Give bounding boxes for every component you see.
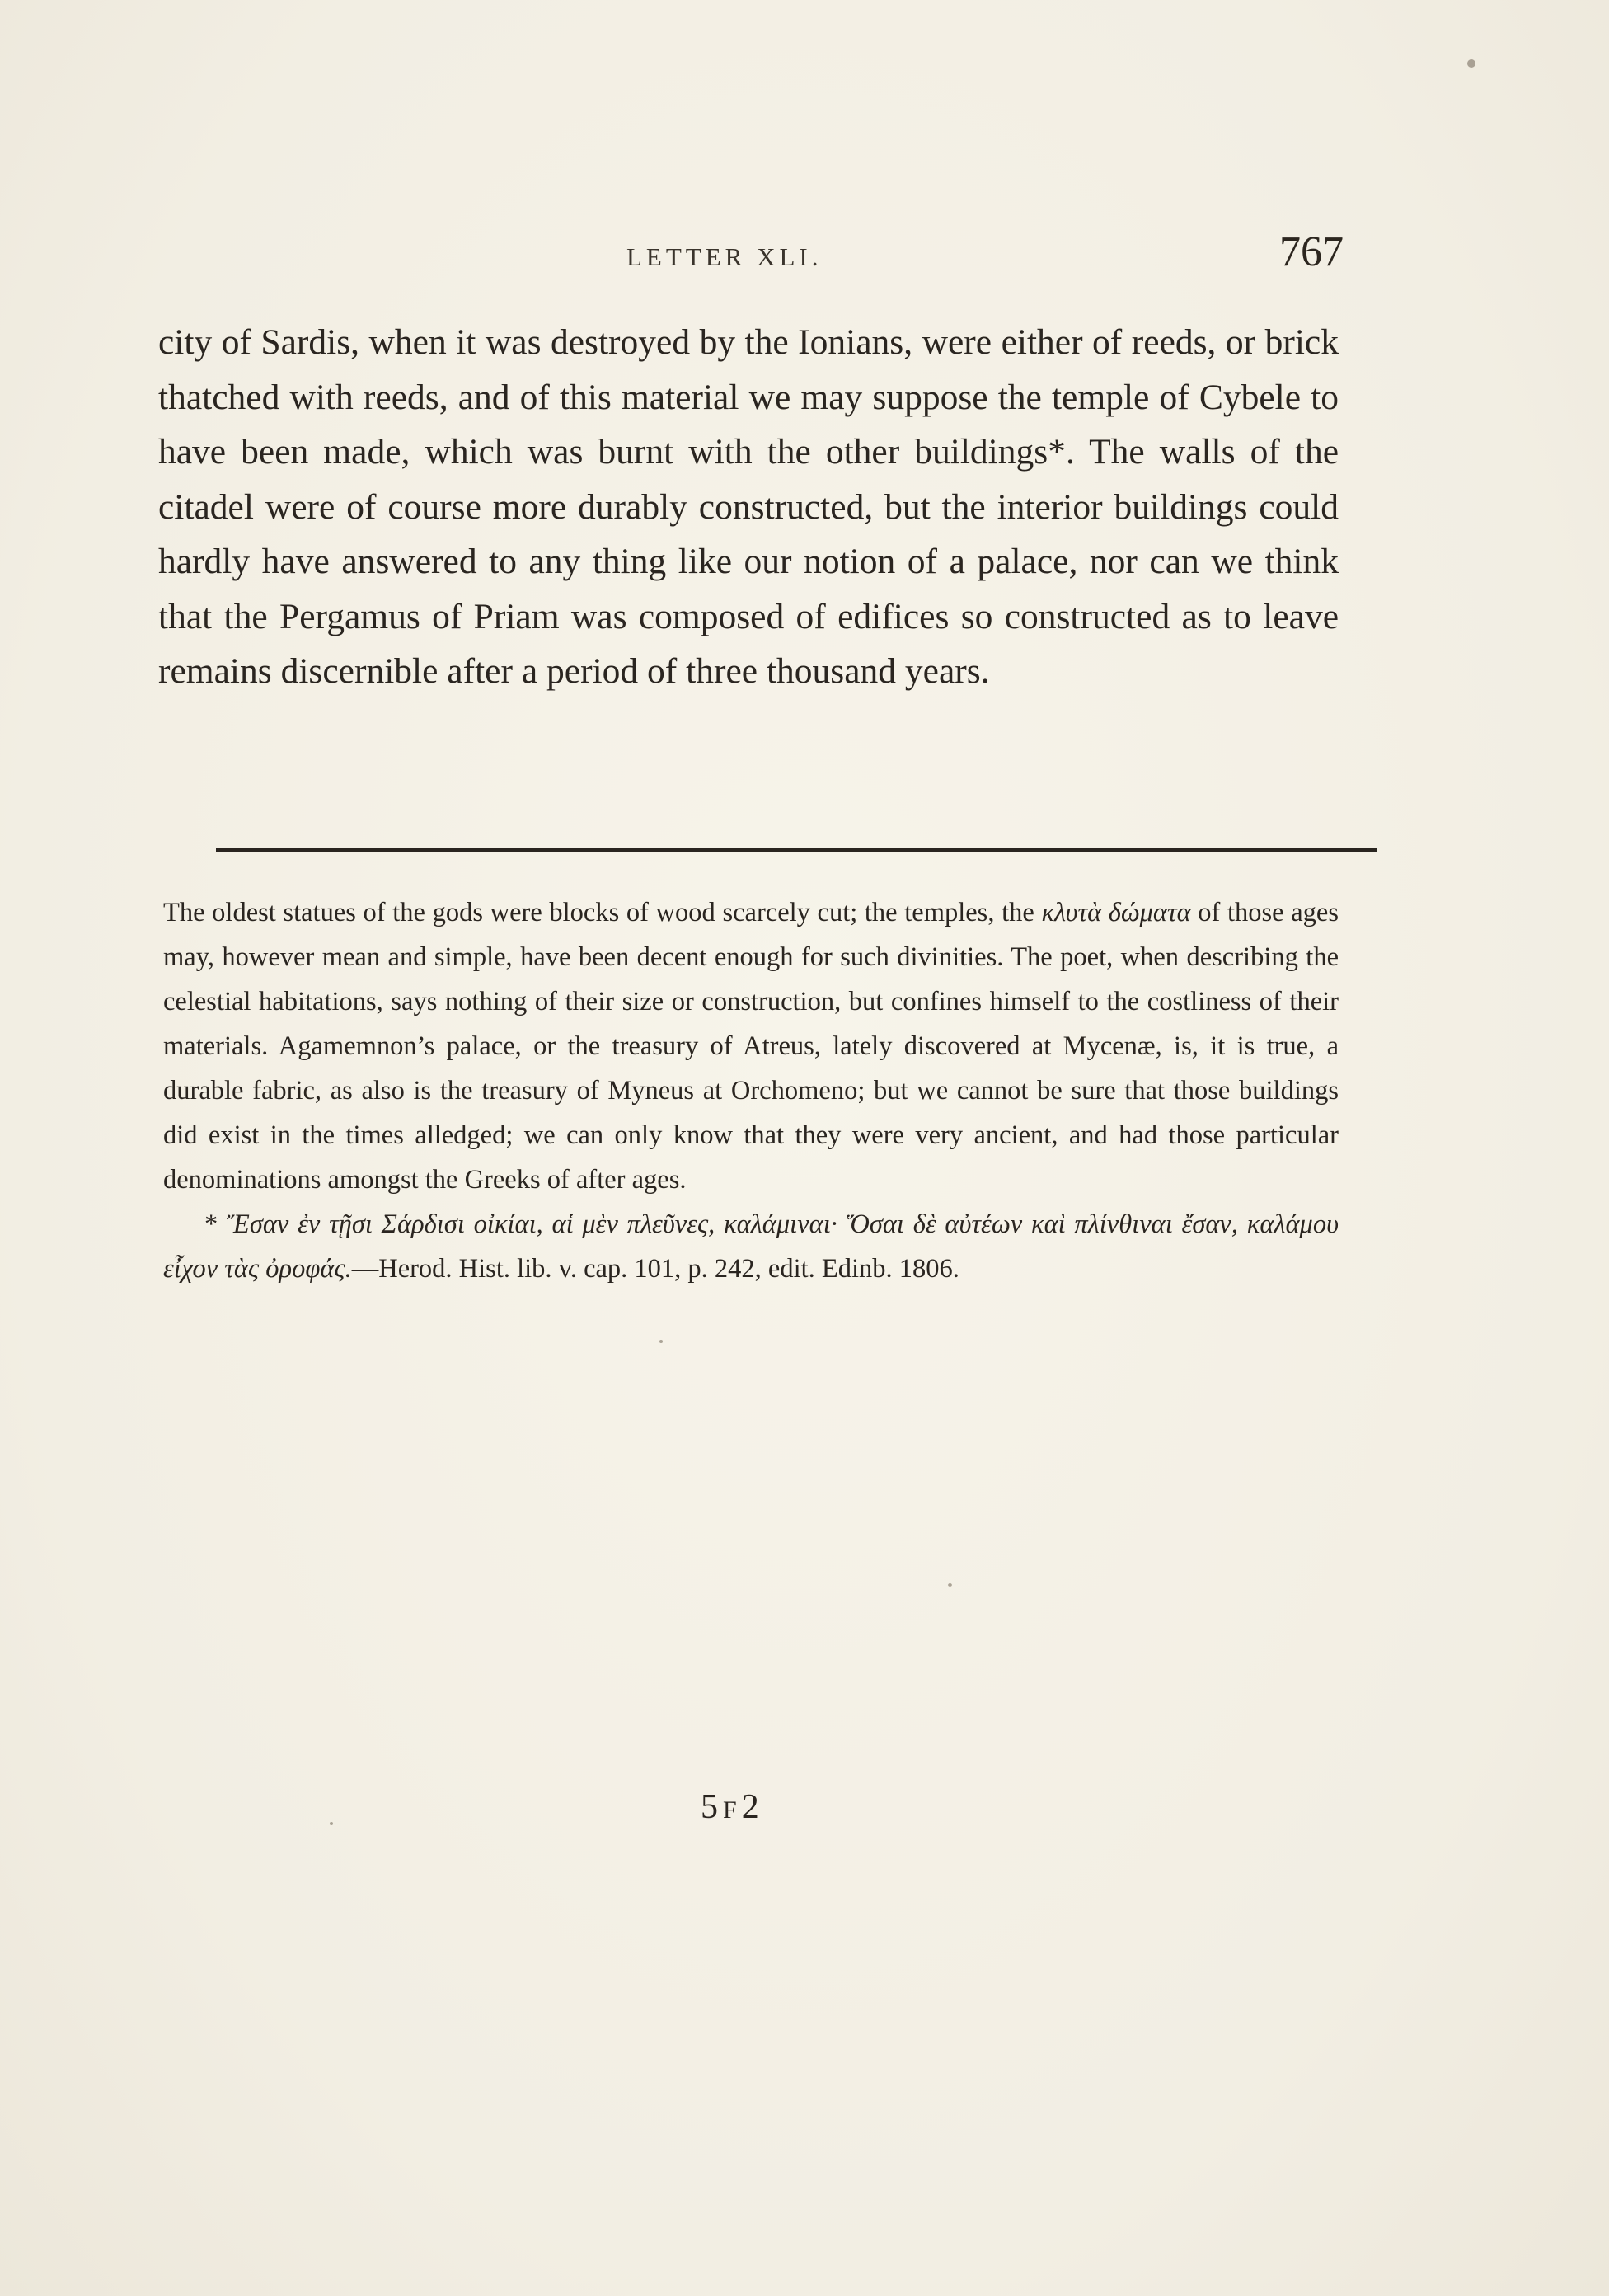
body-paragraph: city of Sardis, when it was destroyed by the Ionians, were either of reeds, or brick thatched with reeds, and of this material we may suppose the temple of Cybele to have been made, which was burnt with the other buildings*. The walls of the citadel were of course more durably constructed, but the interior buildings could hardly have answered to any thing like our notion of a palace, nor can we think that the Pergamus of Priam was composed of edifices so constructed as to leave remains discernible after a period of three thousand years. [158,322,1339,691]
footnote-herodotus [163,1202,1339,1291]
footnote-2-marker: * [204,1209,218,1239]
footnote-divider [216,848,1377,852]
footnote-statues [163,890,1339,1202]
footnote-2-citation: —Herod. Hist. lib. v. cap. 101, p. 242, edit. Edinb. 1806. [351,1254,959,1284]
signature-mark [701,1787,764,1827]
footnote-2-greek: Ἔσαν ἐν τῇσι Σάρδισι οἰκίαι, αἱ μὲν πλεῦνες, καλάμιναι· Ὅσαι δὲ αὐτέων καὶ πλίνθιναι ἔσαν, καλάμου εἶχον τὰς ὀροφάς. [163,1209,1339,1284]
paper-speck [1467,59,1475,68]
main-text [158,315,1339,699]
footnote-1-text-b: of those ages may, however mean and simple, have been decent enough for such divinities. The poet, when describing the celestial habitations, says nothing of their size or construction, but confines himself to the costliness of their materials. Agamemnon’s palace, or the treasury of Atreus, lately discovered at Mycenæ, is, it is true, a durable fabric, as also is the treasury of Myneus at Orchomeno; but we cannot be sure that those buildings did exist in the times alledged; we can only know that they were very ancient, and had those particular denominations amongst the Greeks of after ages. [163,898,1339,1195]
footnotes [163,890,1339,1291]
signature-main: 5 [701,1788,723,1826]
paper-speck [330,1822,333,1825]
signature-small: F [723,1796,742,1824]
paper-speck [659,1340,663,1343]
footnote-1-text-a: The oldest statues of the gods were blocks of wood scarcely cut; the temples, the [163,898,1034,927]
running-head [157,228,1344,287]
paper-speck [948,1583,952,1587]
signature-tail: 2 [741,1788,764,1826]
footnote-1-greek: κλυτὰ δώματα [1041,898,1191,927]
page-number: 767 [1279,228,1344,275]
running-title: LETTER XLI. [626,242,823,271]
